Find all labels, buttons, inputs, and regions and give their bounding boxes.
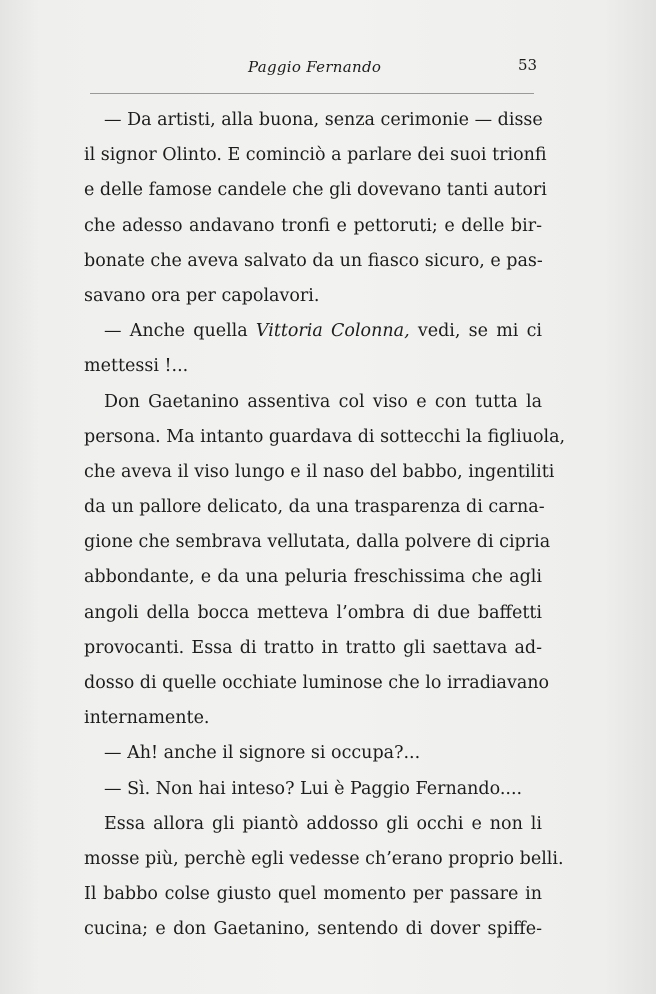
text-segment: — Anche quella — [104, 321, 256, 342]
text-line: abbondante, e da una peluria freschissima che agli — [84, 567, 542, 588]
running-head — [0, 58, 656, 82]
text-line: mosse più, perchè egli vedesse ch’erano proprio belli. — [84, 848, 564, 869]
page-number: 53 — [518, 56, 538, 74]
text-line: gione che sembrava vellutata, dalla polvere di cipria — [84, 532, 551, 553]
text-line: Il babbo colse giusto quel momento per passare in — [84, 884, 542, 905]
text-line: — Da artisti, alla buona, senza cerimonie — disse — [104, 110, 543, 130]
text-line: — Ah! anche il signore si occupa?... — [104, 743, 421, 764]
text-line: angoli della bocca metteva l’ombra di due baffetti — [84, 602, 542, 623]
text-line: provocanti. Essa di tratto in tratto gli saettava ad- — [84, 637, 542, 658]
body-text — [84, 103, 566, 948]
text-line: che adesso andavano tronfi e pettoruti; e delle bir- — [84, 215, 542, 236]
text-line: che aveva il viso lungo e il naso del babbo, ingentiliti — [84, 461, 555, 482]
text-line: e delle famose candele che gli dovevano tanti autori — [84, 180, 547, 201]
header-rule — [90, 93, 534, 94]
text-line: cucina; e don Gaetanino, sentendo di dover spiffe- — [84, 919, 542, 940]
text-line: il signor Olinto. E cominciò a parlare dei suoi trionfi — [84, 145, 547, 166]
text-line: Don Gaetanino assentiva col viso e con tutta la — [104, 391, 542, 412]
text-line: savano ora per capolavori. — [84, 285, 320, 306]
running-title: Paggio Fernando — [248, 58, 382, 76]
text-segment: vedi, se mi ci — [409, 321, 542, 342]
text-line: internamente. — [84, 708, 210, 729]
text-line: persona. Ma intanto guardava di sottecchi la figliuola, — [84, 426, 566, 447]
text-line — [84, 314, 542, 349]
text-line: Essa allora gli piantò addosso gli occhi e non li — [104, 813, 542, 834]
text-line: bonate che aveva salvato da un fiasco sicuro, e pas- — [84, 250, 543, 271]
italic-title: Vittoria Colonna, — [255, 321, 410, 342]
text-line: — Sì. Non hai inteso? Lui è Paggio Fernando.... — [104, 778, 523, 799]
text-line: mettessi !... — [84, 356, 189, 377]
text-line: dosso di quelle occhiate luminose che lo irradiavano — [84, 673, 550, 693]
text-line: da un pallore delicato, da una trasparenza di carna- — [84, 497, 545, 518]
